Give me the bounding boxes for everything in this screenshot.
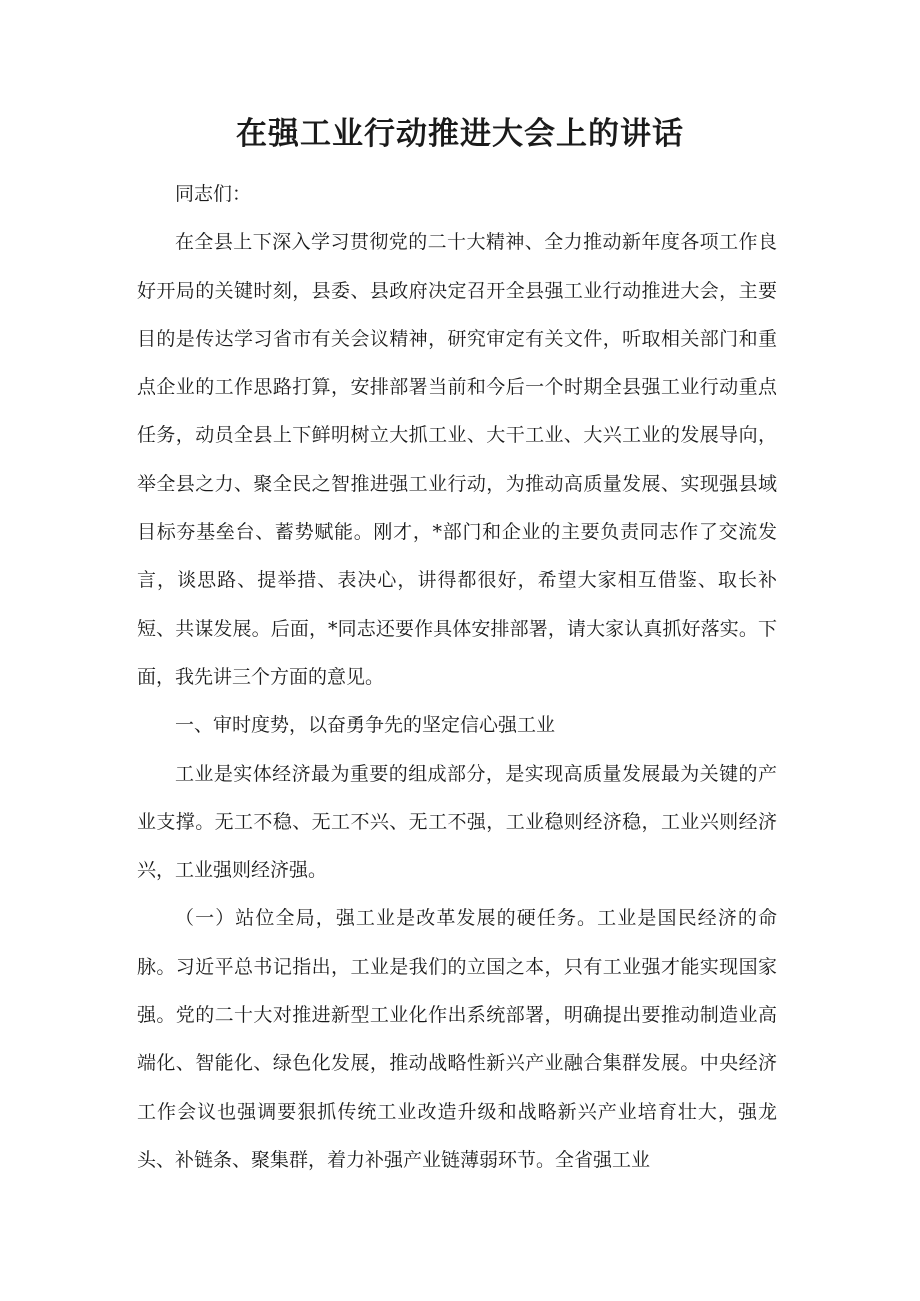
section-heading-1: 一、审时度势，以奋勇争先的坚定信心强工业: [175, 714, 556, 737]
document-body: [137, 170, 777, 1184]
salutation: 同志们：: [175, 183, 252, 205]
paragraph-industry: 工业是实体经济最为重要的组成部分，是实现高质量发展最为关键的产业支撑。无工不稳、无工不兴、无工不强，工业稳则经济稳，工业兴则经济兴，工业强则经济强。: [137, 762, 777, 882]
paragraph-intro: 在全县上下深入学习贯彻党的二十大精神、全力推动新年度各项工作良好开局的关键时刻，县委、县政府决定召开全县强工业行动推进大会，主要目的是传达学习省市有关会议精神，研究审定有关文件，听取相关部门和重点企业的工作思路打算，安排部署当前和今后一个时期全县强工业行动重点任务，动员全县上下鲜明树立大抓工业、大干工业、大兴工业的发展导向，举全县之力、聚全民之智推进强工业行动，为推动高质量发展、实现强县域目标夯基垒台、蓄势赋能。刚才，*部门和企业的主要负责同志作了交流发言，谈思路、提举措、表决心，讲得都很好，希望大家相互借鉴、取长补短、共谋发展。后面，*同志还要作具体安排部署，请大家认真抓好落实。下面，我先讲三个方面的意见。: [137, 231, 777, 688]
paragraph-subsection-1: （一）站位全局，强工业是改革发展的硬任务。工业是国民经济的命脉。习近平总书记指出，工业是我们的立国之本，只有工业强才能实现国家强。党的二十大对推进新型工业化作出系统部署，明确提出要推动制造业高端化、智能化、绿色化发展，推动战略性新兴产业融合集群发展。中央经济工作会议也强调要狠抓传统工业改造升级和战略新兴产业培育壮大，强龙头、补链条、聚集群，着力补强产业链薄弱环节。全省强工业: [137, 907, 777, 1171]
document-title: 在强工业行动推进大会上的讲话: [236, 116, 684, 152]
